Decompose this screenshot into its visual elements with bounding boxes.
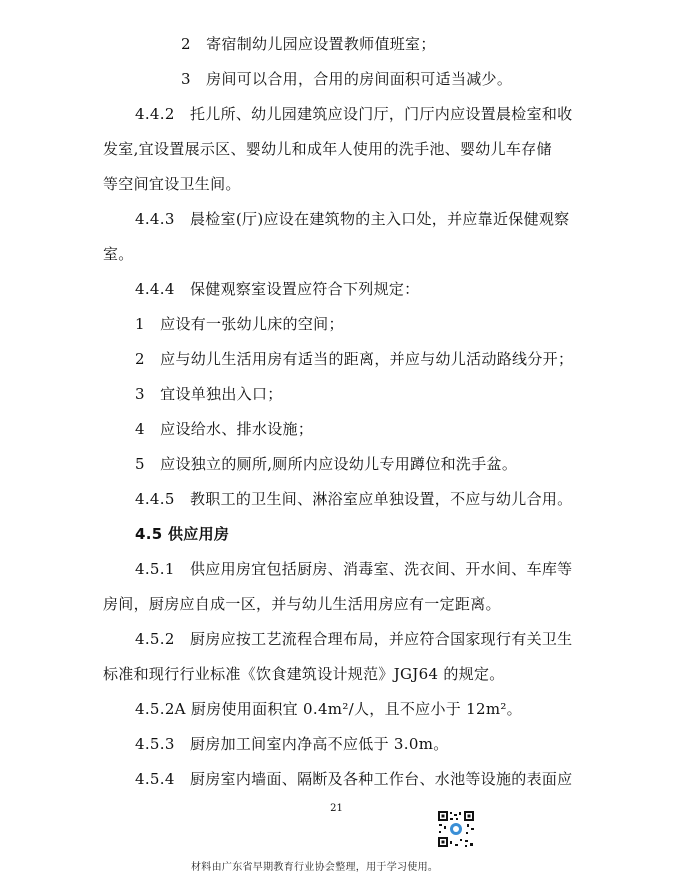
text-line-12: 4 应设给水、排水设施； xyxy=(135,420,314,438)
page-number: 21 xyxy=(330,803,343,814)
text-line-6: 4.4.3 晨检室(厅)应设在建筑物的主入口处，并应靠近保健观察 xyxy=(135,210,570,228)
footer-note: 材料由广东省早期教育行业协会整理，用于学习使用。 xyxy=(191,862,439,873)
text-line-11: 3 宜设单独出入口； xyxy=(135,385,283,403)
text-line-18: 4.5.2 厨房应按工艺流程合理布局，并应符合国家现行有关卫生 xyxy=(135,630,573,648)
text-line-9: 1 应设有一张幼儿床的空间； xyxy=(135,315,344,333)
text-line-22: 4.5.4 厨房室内墙面、隔断及各种工作台、水池等设施的表面应 xyxy=(135,770,573,788)
text-line-13: 5 应设独立的厕所,厕所内应设幼儿专用蹲位和洗手盆。 xyxy=(135,455,518,473)
text-line-17: 房间，厨房应自成一区，并与幼儿生活用房应有一定距离。 xyxy=(103,595,501,613)
text-line-20: 4.5.2A 厨房使用面积宜 0.4m²/人，且不应小于 12m²。 xyxy=(135,700,522,718)
text-line-16: 4.5.1 供应用房宜包括厨房、消毒室、洗衣间、开水间、车库等 xyxy=(135,560,573,578)
text-line-19: 标准和现行行业标准《饮食建筑设计规范》JGJ64 的规定。 xyxy=(103,665,505,683)
text-line-8: 4.4.4 保健观察室设置应符合下列规定： xyxy=(135,280,420,298)
text-line-4: 发室,宜设置展示区、婴幼儿和成年人使用的洗手池、婴幼儿车存储 xyxy=(103,140,552,158)
text-line-3: 4.4.2 托儿所、幼儿园建筑应设门厅，门厅内应设置晨检室和收 xyxy=(135,105,573,123)
text-line-1: 2 寄宿制幼儿园应设置教师值班室； xyxy=(181,35,436,53)
section-heading: 4.5 供应用房 xyxy=(135,525,230,543)
text-line-21: 4.5.3 厨房加工间室内净高不应低于 3.0m。 xyxy=(135,735,449,753)
text-line-10: 2 应与幼儿生活用房有适当的距离，并应与幼儿活动路线分开； xyxy=(135,350,574,368)
qr-code-icon xyxy=(437,810,475,848)
text-line-7: 室。 xyxy=(103,245,134,263)
text-line-2: 3 房间可以合用，合用的房间面积可适当减少。 xyxy=(181,70,513,88)
text-line-14: 4.4.5 教职工的卫生间、淋浴室应单独设置，不应与幼儿合用。 xyxy=(135,490,573,508)
text-line-5: 等空间宜设卫生间。 xyxy=(103,175,241,193)
